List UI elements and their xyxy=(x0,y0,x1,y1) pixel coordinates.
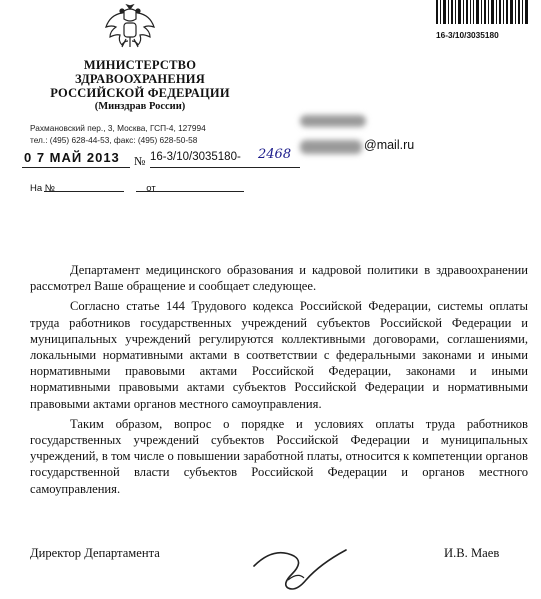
signatory-title: Директор Департамента xyxy=(30,546,160,560)
ministry-name-line-1: МИНИСТЕРСТВО xyxy=(83,58,197,72)
ministry-short-name: (Минздрав России) xyxy=(94,101,186,112)
ministry-address xyxy=(30,122,206,146)
ministry-name-line-2: ЗДРАВООХРАНЕНИЯ xyxy=(75,72,205,86)
body-paragraph: Согласно статье 144 Трудового кодекса Российской Федерации, системы оплаты труда работников государственных учреждений субъектов Российской Федерации и муниципальных учреждений регулируются коллективными договорами, соглашениями, локальными нормативными актами в соответствии с федеральными законами и иными нормативными правовыми актами Российской Федерации, законами и иными нормативными правовыми актами субъектов Российской Федерации и нормативными правовыми актами органов местного самоуправления. xyxy=(30,299,528,411)
reply-to-label: На № xyxy=(30,183,55,194)
date-underline xyxy=(22,167,130,168)
coat-of-arms-emblem xyxy=(104,3,156,53)
handwritten-number: 2468 xyxy=(258,147,292,162)
registration-number: 16-3/10/3035180- xyxy=(150,151,241,163)
reply-number-underline xyxy=(44,191,124,192)
redacted-recipient-name xyxy=(300,115,366,127)
handwritten-signature xyxy=(248,520,358,595)
ministry-name-line-3: РОССИЙСКОЙ ФЕДЕРАЦИИ xyxy=(50,86,230,100)
body-paragraph: Таким образом, вопрос о порядке и условиях оплаты труда работников государственных учреждений субъектов Российской Федерации и муниципальных учреждений, в том числе о повышении заработной платы, относится к компетенции органов государственной власти субъектов Российской Федерации и органов местного самоуправления. xyxy=(30,416,528,496)
reply-date-underline xyxy=(136,191,244,192)
signatory-name: И.В. Маев xyxy=(444,546,500,560)
redacted-email-user xyxy=(300,140,362,154)
phone-line: тел.: (495) 628-44-53, факс: (495) 628-50-58 xyxy=(30,135,198,145)
reply-to-line xyxy=(30,183,156,194)
address-line: Рахмановский пер., 3, Москва, ГСП-4, 127994 xyxy=(30,123,206,133)
ministry-header xyxy=(30,58,250,114)
barcode-number: 16-3/10/3035180 xyxy=(436,30,499,40)
registration-number-underline xyxy=(150,167,300,168)
body-paragraph: Департамент медицинского образования и кадровой политики в здравоохранении рассмотрел Ваше обращение и сообщает следующее. xyxy=(30,263,528,294)
letter-date-stamp: 0 7 МАЙ 2013 xyxy=(24,150,120,165)
recipient-email-domain: @mail.ru xyxy=(364,138,415,152)
barcode xyxy=(436,0,530,24)
from-label: от xyxy=(146,183,156,194)
number-sign: № xyxy=(134,154,146,168)
letter-body xyxy=(30,262,528,501)
